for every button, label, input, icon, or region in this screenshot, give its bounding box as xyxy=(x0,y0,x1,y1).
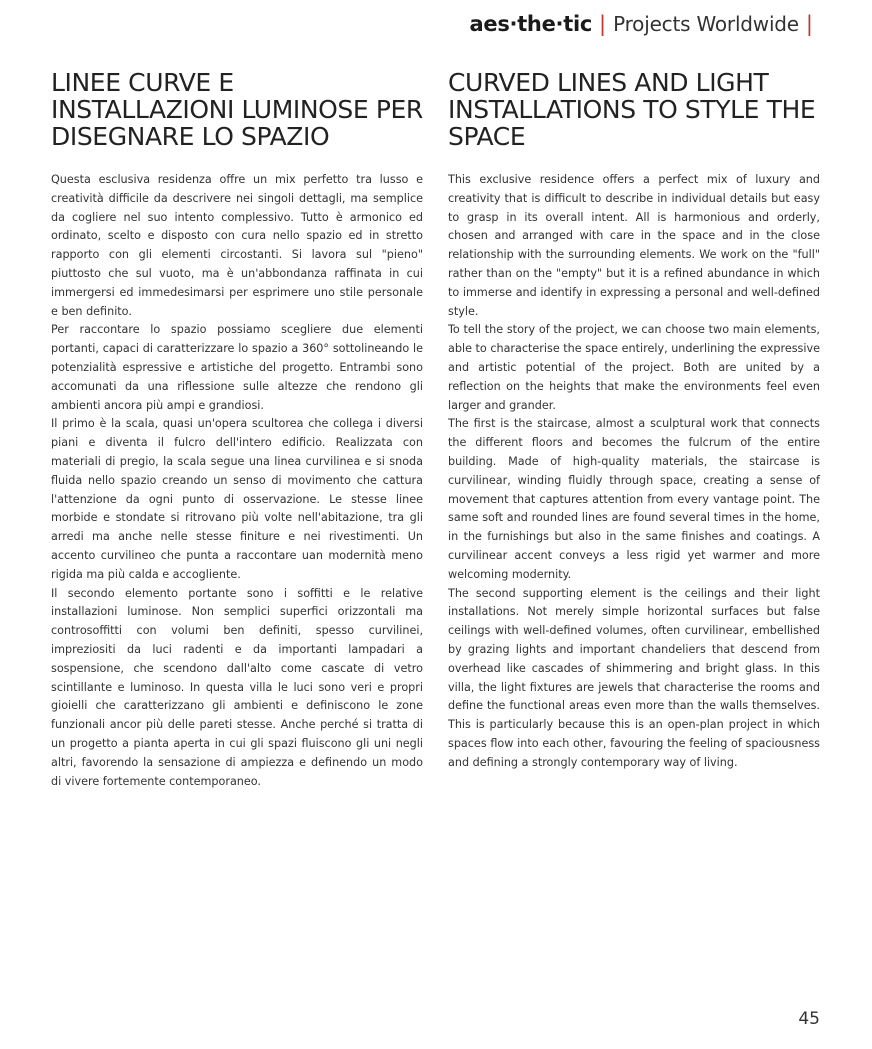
italian-paragraph-4: Il secondo elemento portante sono i soffitti e le relative installazioni luminose. Non semplici superfici orizzontali ma controsoffitti con volumi ben definiti, spesso curvilinei, impreziositi da luci radenti e da importanti lampadari a sospensione, che scendono dall'alto come cascate di vetro scintillante e luminoso. In questa villa le luci sono veri e propri gioielli che caratterizzano gli ambienti e definiscono le zone funzionali ancor più delle pareti stesse. Anche perché si tratta di un progetto a pianta aperta in cui gli spazi fluiscono gli uni negli altri, favorendo la sensazione di ampiezza e definendo un modo di vivere fortemente contemporaneo. xyxy=(51,586,423,788)
english-paragraph-4: The second supporting element is the ceilings and their light installations. Not merely simple horizontal surfaces but false ceilings with well-defined volumes, often curvilinear, embellished by grazing lights and important chandeliers that descend from overhead like cascades of shimmering and bright glass. In this villa, the light fixtures are jewels that characterise the rooms and define the functional areas even more than the walls themselves. This is particularly because this is an open-plan project in which spaces flow into each other, favouring the feeling of spaciousness and defining a strongly contemporary way of living. xyxy=(448,586,820,769)
brand-name: aes·the·tic xyxy=(469,12,592,36)
section-title: Projects Worldwide xyxy=(613,12,799,36)
italian-paragraph-1: Questa esclusiva residenza offre un mix perfetto tra lusso e creatività difficile da descrivere nei singoli dettagli, ma semplice da cogliere nel suo intento complessivo. Tutto è armonico ed ordinato, scelto e disposto con cura nello spazio ed in stretto rapporto con gli elementi circostanti. Si lavora sul "pieno" piuttosto che sul vuoto, ma è un'abbondanza raffinata in cui immergersi ed immedesimarsi per esprimere uno stile personale e ben definito. xyxy=(51,173,423,318)
header-separator: | xyxy=(599,12,607,36)
english-title: CURVED LINES AND LIGHT INSTALLATIONS TO STYLE THE SPACE xyxy=(448,68,816,151)
italian-paragraph-2: Per raccontare lo spazio possiamo scegliere due elementi portanti, capaci di caratterizzare lo spazio a 360° sottolineando le potenzialità espressive e artistiche del progetto. Entrambi sono accomunati da una riflessione sulle altezze che rendono gli ambienti ancora più ampi e grandiosi. xyxy=(51,323,423,412)
english-paragraph-2: To tell the story of the project, we can choose two main elements, able to characterise the space entirely, underlining the expressive and artistic potential of the project. Both are united by a reflection on the heights that make the environments feel even larger and grander. xyxy=(448,323,820,412)
italian-paragraph-3: Il primo è la scala, quasi un'opera scultorea che collega i diversi piani e diventa il fulcro dell'intero edificio. Realizzata con materiali di pregio, la scala segue una linea curvilinea e si snoda fluida nello spazio creando un senso di movimento che cattura l'attenzione da ogni punto di osservazione. Le stesse linee morbide e stondate si ritrovano più volte nell'abitazione, tra gli arredi ma anche nelle stesse finiture e nei rivestimenti. Un accento curvilineo che punta a raccontare uan modernità meno rigida ma più calda e accogliente. xyxy=(51,417,423,581)
english-body xyxy=(448,171,820,773)
english-column xyxy=(448,69,820,773)
english-paragraph-1: This exclusive residence offers a perfect mix of luxury and creativity that is difficult to describe in individual details but easy to grasp in its overall intent. All is harmonious and orderly, chosen and arranged with care in the space and in the close relationship with the surrounding elements. We work on the "full" rather than on the "empty" but it is a refined abundance in which to immerse and identify in expressing a personal and well-defined style. xyxy=(448,173,820,318)
italian-title: LINEE CURVE E INSTALLAZIONI LUMINOSE PER DISEGNARE LO SPAZIO xyxy=(51,68,423,151)
italian-column xyxy=(51,69,423,791)
page-header xyxy=(470,12,821,42)
italian-body xyxy=(51,171,423,791)
page-number: 45 xyxy=(798,1009,820,1029)
header-separator-trailing: | xyxy=(805,12,813,36)
english-paragraph-3: The first is the staircase, almost a sculptural work that connects the different floors and becomes the fulcrum of the entire building. Made of high-quality materials, the staircase is curvilinear, winding fluidly through space, creating a sense of movement that captures attention from every vantage point. The same soft and rounded lines are found several times in the home, in the furnishings but also in the same finishes and coatings. A curvilinear accent conveys a less rigid yet warmer and more welcoming modernity. xyxy=(448,417,820,581)
